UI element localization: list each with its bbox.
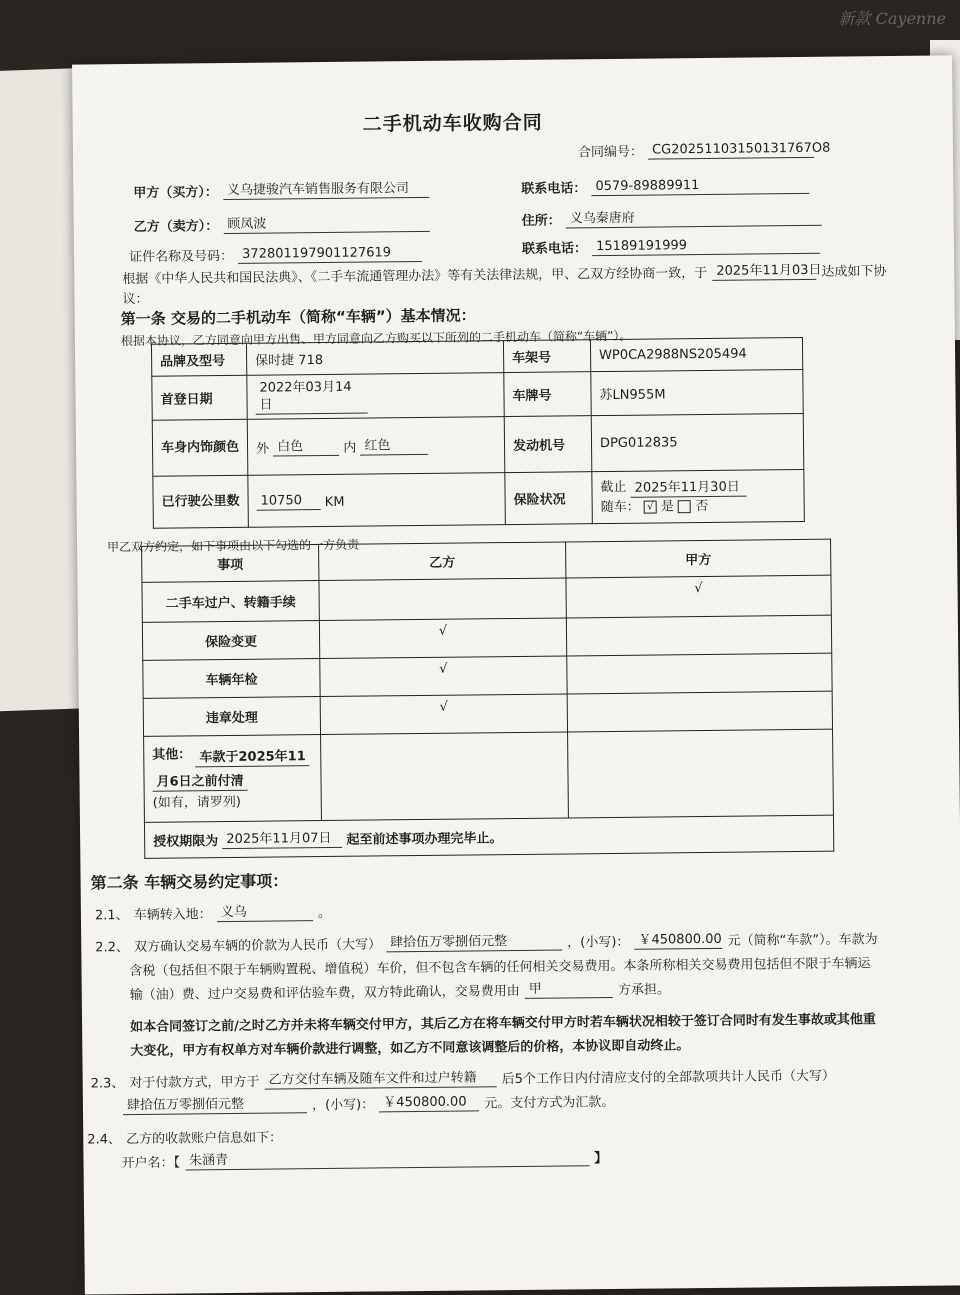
duty-insurance-buyer-mark [566, 615, 831, 656]
reg-date-label: 首登日期 [152, 375, 247, 420]
color-out-value: 白色 [273, 438, 339, 457]
duty-item-transfer: 二手车过户、转籍手续 [142, 581, 319, 623]
clause-2-2-line-2: 含税（包括但不限于车辆购置税、增值税）车价，但不包含车辆的任何相关交易费用。本条所称相关交易费用包括但不限于车辆运 [129, 956, 871, 980]
buyer-value: 义乌捷骏汽车销售服务有限公司 [223, 180, 429, 200]
clause-2-1-num: 2.1、 [94, 908, 129, 924]
basis-text-3: 议： [122, 291, 149, 308]
buyer-row [133, 179, 429, 201]
insurance-cell [592, 469, 805, 523]
duty-inspection-buyer-mark [567, 653, 832, 694]
no-label: 否 [695, 498, 709, 514]
mileage-unit: KM [324, 494, 345, 510]
account-name-label: 开户名：【 [121, 1155, 181, 1172]
plate-label: 车牌号 [504, 372, 591, 417]
clause-2-4 [87, 1126, 282, 1147]
clause-2-3-upper-amount: 肆拾伍万零捌佰元整 [123, 1095, 307, 1115]
clause-2-2-lower-amount: ￥450800.00 [634, 931, 722, 950]
brand-value: 保时捷 718 [246, 341, 503, 376]
account-name-close: 】 [594, 1151, 608, 1167]
duty-other-value-2: 月6日之前付清 [152, 772, 247, 791]
clause-2-3-text-2: 后5个工作日内付清应支付的全部款项共计人民币（大写） [501, 1068, 836, 1088]
contract-sheet [72, 55, 960, 1294]
clause-2-2-num: 2.2、 [95, 940, 130, 956]
duty-item-insurance: 保险变更 [142, 621, 319, 661]
duties-intro: 甲乙双方约定，如下事项由以下勾选的一方负责 [107, 537, 360, 555]
buyer-phone-value: 0579-89889911 [591, 176, 809, 196]
seller-row [134, 213, 430, 235]
duty-item-inspection: 车辆年检 [143, 659, 320, 699]
insurance-until-label: 截止 [600, 479, 627, 495]
clause-2-2-line-1 [95, 928, 877, 955]
contract-number-value: CG20251103150131767O8 [648, 140, 814, 160]
insurance-until-value: 2025年11月30日 [631, 478, 747, 497]
clause-2-2-text-3: 元（简称“车款”）。车款为 [727, 932, 878, 949]
color-in-value: 红色 [360, 437, 428, 456]
buyer-label: 甲方（买方）： [133, 185, 218, 201]
clause-2-1-tail: 。 [317, 905, 332, 922]
id-label: 证件名称及号码： [128, 248, 234, 266]
duty-other-value-1: 车款于2025年11 [195, 748, 309, 767]
contract-number-row [577, 139, 831, 161]
duty-other-buyer-cell [568, 729, 834, 818]
mileage-value: 10750 [257, 492, 321, 511]
account-name-value: 朱涵青 [185, 1148, 589, 1170]
article-1-title: 第一条 交易的二手机动车（简称“车辆”）基本情况： [120, 306, 476, 329]
basis-text-2: 达成如下协 [821, 264, 887, 280]
basis-text-1: 根据《中华人民共和国民法典》、《二手车流通管理办法》等有关法律法规，甲、乙双方经协商一致，于 [122, 265, 708, 288]
clause-2-3-line-2 [123, 1091, 615, 1115]
duties-table [141, 539, 834, 859]
deadline-tail: 起至前述事项办理完毕止。 [346, 831, 503, 848]
brand-label: 品牌及型号 [151, 343, 246, 376]
seller-value: 顾凤波 [223, 214, 429, 234]
insurance-label: 保险状况 [505, 472, 593, 525]
contract-title: 二手机动车收购合同 [362, 111, 543, 136]
color-out-label: 外 [255, 441, 270, 457]
seller-phone-label: 联系电话： [521, 241, 588, 257]
mileage-label: 已行驶公里数 [153, 475, 249, 528]
basis-date: 2025年11月03日 [712, 262, 816, 281]
adjustment-clause-line-2: 大变化，甲方有权单方对车辆价款进行调整，如乙方不同意该调整后的价格，本协议即自动终止。 [130, 1038, 690, 1060]
color-label: 车身内饰颜色 [152, 419, 248, 476]
seller-address-label: 住所： [521, 213, 561, 229]
id-row [129, 243, 422, 265]
article-2-title: 第二条 车辆交易约定事项： [90, 871, 289, 893]
clause-2-4-num: 2.4、 [87, 1132, 122, 1148]
vin-label: 车架号 [503, 340, 590, 373]
contract-number-label: 合同编号： [577, 144, 644, 161]
clause-2-2-text-2: ，(小写)： [567, 934, 630, 951]
clause-2-1-value: 义乌 [217, 903, 313, 922]
clause-2-2-text-1: 双方确认交易车辆的价款为人民币（大写） [133, 937, 382, 956]
clause-2-1-text: 车辆转入地： [133, 907, 212, 924]
vehicle-table [151, 337, 805, 529]
duty-other-note: (如有，请罗列) [152, 794, 241, 811]
adjustment-clause-line-1: 如本合同签订之前/之时乙方并未将车辆交付甲方，其后乙方在将车辆交付甲方时若车辆状况相较于签订合同时有发生事故或其他重 [130, 1012, 876, 1036]
clause-2-3-text-4: 元。支付方式为汇款。 [484, 1094, 615, 1112]
clause-2-2-line-3 [130, 978, 670, 1003]
mileage-cell [248, 473, 506, 528]
duty-transfer-seller-mark [319, 578, 566, 621]
yes-label: 是 [660, 498, 675, 514]
clause-2-2-upper-amount: 肆拾伍万零捌佰元整 [386, 933, 562, 953]
deadline-label: 授权期限为 [153, 834, 219, 850]
reg-date-value: 2022年03月14日 [255, 379, 367, 415]
plate-value: 苏LN955M [591, 369, 803, 415]
deadline-value: 2025年11月07日 [222, 830, 342, 849]
duties-col-buyer: 甲方 [566, 539, 831, 578]
color-in-label: 内 [343, 440, 357, 456]
buyer-phone-label: 联系电话： [521, 181, 587, 197]
clause-2-2-line-3b: 方承担。 [617, 982, 671, 998]
clause-2-1 [95, 902, 331, 923]
seller-phone-row [522, 235, 820, 257]
duty-other-cell [144, 735, 322, 823]
seller-label: 乙方（卖方）： [133, 219, 219, 235]
car-badge-text: 新款 Cayenne [838, 9, 946, 28]
color-cell [247, 417, 505, 476]
duty-inspection-seller-mark: √ [320, 656, 567, 697]
article-1-intro: 根据本协议，乙方同意向甲方出售、甲方同意向乙方购买以下所列的二手机动车（简称“车辆”）。 [120, 328, 632, 349]
basis-line [122, 260, 886, 287]
duty-violations-seller-mark: √ [320, 694, 567, 735]
duty-insurance-seller-mark: √ [319, 618, 566, 659]
seller-address-row [522, 207, 822, 229]
clause-2-2-payer: 甲 [525, 980, 613, 999]
with-car-label: 随车： [600, 499, 640, 515]
clause-2-3-lower-amount: ￥450800.00 [379, 1093, 479, 1112]
account-name-row [121, 1147, 607, 1171]
clause-2-2-line-3a: 输（油）费、过户交易费和评估验车费，双方特此确认，交易费用由 [129, 983, 520, 1004]
engine-label: 发动机号 [504, 416, 592, 473]
yes-checkbox[interactable]: √ [644, 500, 657, 513]
deadline-cell [144, 815, 833, 858]
duties-col-item: 事项 [142, 545, 319, 583]
duties-col-seller: 乙方 [319, 542, 566, 581]
clause-2-3-line-1 [91, 1065, 835, 1092]
duty-item-violations: 违章处理 [143, 697, 320, 737]
engine-value: DPG012835 [591, 413, 804, 471]
clause-2-3-num: 2.3、 [90, 1076, 125, 1092]
duty-other-label: 其他： [152, 746, 192, 763]
buyer-phone-row [521, 175, 809, 197]
duty-other-seller-cell [321, 732, 569, 821]
seller-address-value: 义乌秦唐府 [566, 208, 822, 229]
no-checkbox[interactable] [678, 500, 691, 513]
id-value: 372801197901127619 [238, 244, 422, 264]
clause-2-3-text-1: 对于付款方式，甲方于 [129, 1074, 260, 1092]
vin-value: WP0CA2988NS205494 [590, 337, 802, 371]
duty-transfer-buyer-mark: √ [566, 575, 831, 618]
clause-2-4-text: 乙方的收款账户信息如下： [125, 1130, 283, 1148]
duty-violations-buyer-mark [567, 691, 832, 732]
clause-2-3-text-3: ，(小写)： [311, 1097, 375, 1114]
clause-2-3-condition: 乙方交付车辆及随车文件和过户转籍 [264, 1069, 496, 1089]
reg-date-cell [247, 373, 504, 420]
seller-phone-value: 15189191999 [592, 236, 820, 256]
